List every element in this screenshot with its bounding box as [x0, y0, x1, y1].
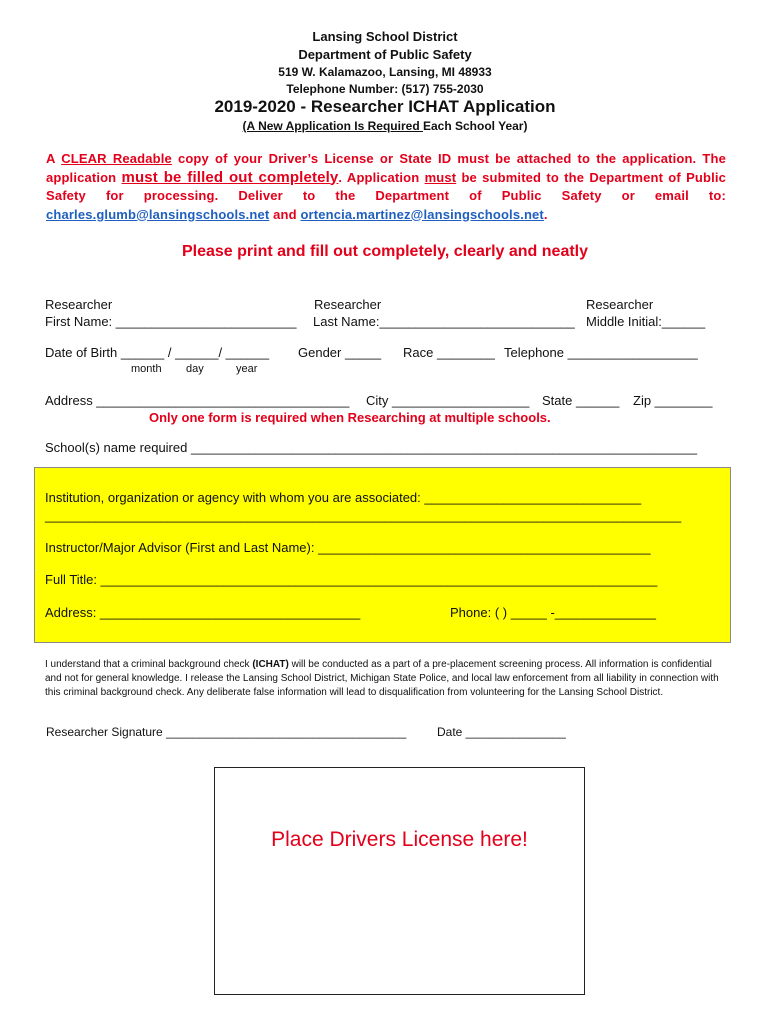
- department-telephone: Telephone Number: (517) 755-2030: [286, 82, 484, 96]
- disclaimer-text-1: I understand that a criminal background check: [45, 659, 253, 670]
- dob-month-label: month: [131, 363, 162, 375]
- schools-field[interactable]: School(s) name required ______________________________________________________________________: [45, 440, 698, 455]
- first-name-label-top: Researcher: [45, 297, 113, 312]
- telephone-field[interactable]: Telephone __________________: [504, 345, 698, 360]
- institution-field[interactable]: Institution, organization or agency with whom you are associated: ______________________________: [45, 490, 642, 505]
- background-check-disclaimer: [45, 658, 725, 700]
- warning-text-3: . Application: [338, 169, 425, 185]
- page-title: 2019-2020 - Researcher ICHAT Application: [214, 97, 556, 116]
- zip-field[interactable]: Zip ________: [633, 393, 713, 408]
- middle-initial-label-top: Researcher: [586, 297, 654, 312]
- drivers-license-placeholder: Place Drivers License here!: [271, 828, 528, 851]
- department-name: Department of Public Safety: [298, 47, 472, 62]
- institution-field-line2[interactable]: ________________________________________________________________________________________: [45, 508, 682, 523]
- print-instruction: Please print and fill out completely, clearly and neatly: [181, 243, 589, 260]
- warning-text-1: A: [46, 151, 62, 166]
- last-name-label-top: Researcher: [314, 297, 382, 312]
- full-title-field[interactable]: Full Title: _____________________________________________________________________________: [45, 572, 658, 587]
- one-form-note: Only one form is required when Researching at multiple schools.: [149, 410, 551, 425]
- institution-phone-field[interactable]: Phone: ( ) _____ -______________: [450, 605, 657, 620]
- license-warning: [46, 150, 726, 224]
- department-address: 519 W. Kalamazoo, Lansing, MI 48933: [278, 65, 492, 79]
- drivers-license-box[interactable]: [214, 767, 585, 995]
- warning-text-4: be submited to the Department of Public Safety for processing. Deliver to the Department of Public Safety or email to:: [46, 169, 726, 203]
- subtitle-rest: Each School Year): [422, 119, 528, 133]
- dob-year-label: year: [236, 363, 258, 375]
- warning-text-2: copy of your Driver’s License or State ID must be attached to the application. The application: [46, 151, 726, 185]
- district-name: Lansing School District: [312, 29, 458, 44]
- first-name-field[interactable]: First Name: _________________________: [45, 314, 297, 329]
- dob-day-label: day: [186, 363, 204, 375]
- warning-clear-readable: CLEAR Readable: [61, 151, 172, 166]
- state-field[interactable]: State ______: [542, 393, 620, 408]
- advisor-field[interactable]: Instructor/Major Advisor (First and Last Name): ______________________________________________: [45, 540, 651, 555]
- email-link-glumb[interactable]: charles.glumb@lansingschools.net: [46, 206, 270, 222]
- warning-and: and: [269, 206, 301, 222]
- gender-field[interactable]: Gender _____: [298, 345, 382, 360]
- warning-must: must: [424, 169, 457, 185]
- city-field[interactable]: City ___________________: [366, 393, 530, 408]
- subtitle-underlined: (A New Application Is Required: [242, 119, 423, 133]
- page-subtitle: [0, 119, 770, 133]
- address-field[interactable]: Address ___________________________________: [45, 393, 350, 408]
- date-of-birth-field[interactable]: Date of Birth ______ / ______/ ______: [45, 345, 270, 360]
- signature-date-field[interactable]: Date _______________: [437, 725, 566, 739]
- disclaimer-text-2: will be conducted as a part of a pre-placement screening process. All information is confidential and not for general knowledge. I release the Lansing School District, Michigan State Police, and local law enforcement from all liability in connection with this criminal background check. Any deliberate false information will lead to disqualification from volunteering for the Lansing School District.: [45, 659, 719, 698]
- email-link-martinez[interactable]: ortencia.martinez@lansingschools.net: [300, 206, 544, 222]
- warning-filled-out: must be filled out completely: [121, 168, 339, 186]
- warning-end: .: [543, 206, 548, 222]
- race-field[interactable]: Race ________: [403, 345, 495, 360]
- middle-initial-field[interactable]: Middle Initial:______: [586, 314, 706, 329]
- institution-address-field[interactable]: Address: ____________________________________: [45, 605, 361, 620]
- disclaimer-ichat: (ICHAT): [252, 659, 289, 670]
- signature-field[interactable]: Researcher Signature ____________________________________: [46, 725, 407, 739]
- last-name-field[interactable]: Last Name:___________________________: [313, 314, 575, 329]
